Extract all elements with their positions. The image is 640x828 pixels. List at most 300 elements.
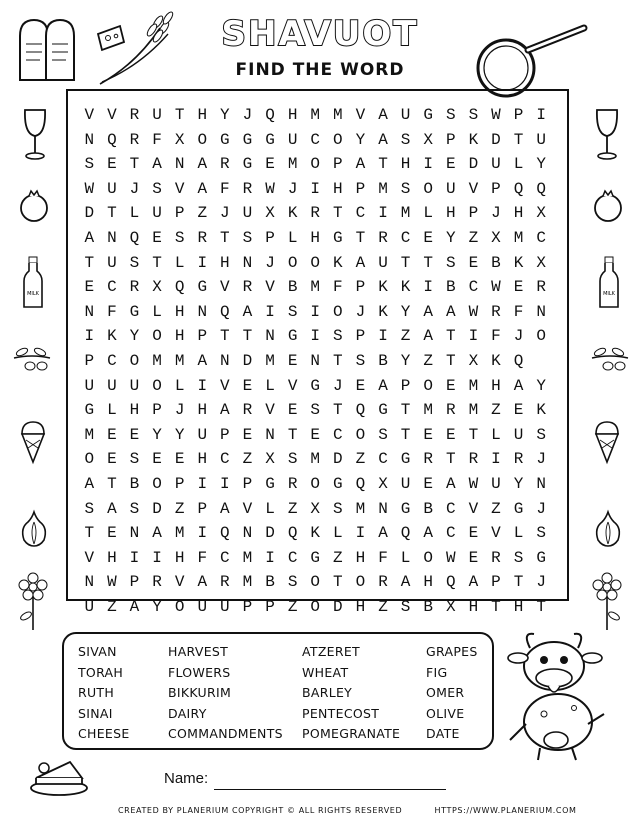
grid-letter[interactable]: G xyxy=(333,228,343,247)
grid-letter[interactable]: W xyxy=(491,278,501,297)
grid-letter[interactable]: A xyxy=(378,524,388,543)
grid-letter[interactable]: E xyxy=(84,278,95,297)
grid-letter[interactable]: T xyxy=(107,474,117,493)
grid-letter[interactable]: R xyxy=(242,179,253,198)
grid-letter[interactable]: L xyxy=(400,548,411,567)
grid-letter[interactable]: V xyxy=(355,106,366,124)
grid-letter[interactable]: L xyxy=(333,524,343,543)
grid-letter[interactable]: X xyxy=(265,450,275,469)
grid-letter[interactable]: E xyxy=(423,474,433,493)
grid-letter[interactable]: C xyxy=(107,351,117,370)
grid-letter[interactable]: X xyxy=(265,204,275,223)
grid-letter[interactable]: K xyxy=(107,327,117,346)
grid-letter[interactable]: R xyxy=(287,474,298,493)
grid-letter[interactable]: I xyxy=(197,524,208,543)
grid-letter[interactable]: Q xyxy=(513,351,524,370)
grid-letter[interactable]: I xyxy=(197,376,208,395)
grid-letter[interactable]: I xyxy=(468,327,479,346)
grid-letter[interactable]: P xyxy=(491,179,501,198)
grid-letter[interactable]: Z xyxy=(400,327,411,346)
grid-letter[interactable]: T xyxy=(423,253,433,272)
grid-letter[interactable]: B xyxy=(287,278,298,297)
grid-letter[interactable]: P xyxy=(197,327,208,346)
grid-letter[interactable]: S xyxy=(536,524,546,543)
grid-letter[interactable]: H xyxy=(197,401,208,420)
grid-letter[interactable]: J xyxy=(265,253,275,272)
grid-letter[interactable]: A xyxy=(107,499,117,518)
grid-letter[interactable]: U xyxy=(400,474,411,493)
grid-letter[interactable]: G xyxy=(310,548,321,567)
grid-letter[interactable]: T xyxy=(378,155,388,174)
grid-letter[interactable]: H xyxy=(107,548,117,567)
grid-letter[interactable]: A xyxy=(152,155,162,174)
grid-letter[interactable]: B xyxy=(423,499,433,518)
grid-letter[interactable]: U xyxy=(400,106,411,124)
grid-letter[interactable]: M xyxy=(152,351,162,370)
grid-letter[interactable]: F xyxy=(513,302,524,321)
grid-letter[interactable]: J xyxy=(242,106,253,124)
grid-letter[interactable]: R xyxy=(129,278,140,297)
grid-letter[interactable]: S xyxy=(129,253,140,272)
grid-letter[interactable]: P xyxy=(197,499,208,518)
grid-letter[interactable]: A xyxy=(423,302,433,321)
grid-letter[interactable]: S xyxy=(242,228,253,247)
grid-letter[interactable]: U xyxy=(242,204,253,223)
grid-letter[interactable]: E xyxy=(287,401,298,420)
grid-letter[interactable]: T xyxy=(333,351,343,370)
grid-letter[interactable]: C xyxy=(445,499,456,518)
grid-letter[interactable]: H xyxy=(197,106,208,124)
grid-letter[interactable]: S xyxy=(310,401,321,420)
grid-letter[interactable]: Z xyxy=(333,548,343,567)
name-field[interactable] xyxy=(214,789,446,790)
grid-letter[interactable]: M xyxy=(174,524,185,543)
grid-letter[interactable]: T xyxy=(84,524,95,543)
grid-letter[interactable]: H xyxy=(513,597,524,616)
grid-letter[interactable]: S xyxy=(468,106,479,124)
grid-letter[interactable]: P xyxy=(355,327,366,346)
grid-letter[interactable]: Z xyxy=(491,401,501,420)
grid-letter[interactable]: S xyxy=(152,179,162,198)
grid-letter[interactable]: Q xyxy=(355,474,366,493)
grid-letter[interactable]: C xyxy=(220,450,230,469)
grid-letter[interactable]: O xyxy=(152,376,162,395)
grid-letter[interactable]: V xyxy=(491,524,501,543)
grid-letter[interactable]: M xyxy=(423,401,433,420)
grid-letter[interactable]: H xyxy=(310,228,321,247)
grid-letter[interactable]: B xyxy=(265,573,275,592)
grid-letter[interactable]: M xyxy=(468,401,479,420)
grid-letter[interactable]: U xyxy=(513,425,524,444)
grid-letter[interactable]: U xyxy=(152,204,162,223)
grid-letter[interactable]: X xyxy=(310,499,321,518)
grid-letter[interactable]: E xyxy=(445,376,456,395)
grid-letter[interactable]: T xyxy=(174,106,185,124)
grid-letter[interactable]: Q xyxy=(536,179,546,198)
grid-letter[interactable]: U xyxy=(445,179,456,198)
grid-letter[interactable]: N xyxy=(242,524,253,543)
grid-letter[interactable]: R xyxy=(310,204,321,223)
grid-letter[interactable]: T xyxy=(536,597,546,616)
grid-letter[interactable]: U xyxy=(220,597,230,616)
grid-letter[interactable]: A xyxy=(242,302,253,321)
grid-letter[interactable]: A xyxy=(197,179,208,198)
grid-letter[interactable]: H xyxy=(220,253,230,272)
grid-letter[interactable]: O xyxy=(310,597,321,616)
grid-letter[interactable]: G xyxy=(513,499,524,518)
grid-letter[interactable]: T xyxy=(491,597,501,616)
grid-letter[interactable]: K xyxy=(536,401,546,420)
grid-letter[interactable]: P xyxy=(513,106,524,124)
grid-letter[interactable]: T xyxy=(107,204,117,223)
grid-letter[interactable]: Q xyxy=(513,179,524,198)
grid-letter[interactable]: L xyxy=(265,499,275,518)
grid-letter[interactable]: D xyxy=(152,499,162,518)
grid-letter[interactable]: R xyxy=(152,573,162,592)
grid-letter[interactable]: H xyxy=(491,376,501,395)
grid-letter[interactable]: E xyxy=(445,425,456,444)
grid-letter[interactable]: V xyxy=(468,499,479,518)
grid-letter[interactable]: T xyxy=(445,327,456,346)
grid-letter[interactable]: P xyxy=(445,130,456,149)
grid-letter[interactable]: N xyxy=(265,425,275,444)
grid-letter[interactable]: S xyxy=(333,327,343,346)
grid-letter[interactable]: Z xyxy=(355,450,366,469)
grid-letter[interactable]: Y xyxy=(220,106,230,124)
grid-letter[interactable]: O xyxy=(84,450,95,469)
grid-letter[interactable]: R xyxy=(423,450,433,469)
grid-letter[interactable]: X xyxy=(423,130,433,149)
grid-letter[interactable]: S xyxy=(355,351,366,370)
grid-letter[interactable]: N xyxy=(84,573,95,592)
grid-letter[interactable]: K xyxy=(400,278,411,297)
grid-letter[interactable]: E xyxy=(242,376,253,395)
grid-letter[interactable]: K xyxy=(287,204,298,223)
grid-letter[interactable]: R xyxy=(197,228,208,247)
grid-letter[interactable]: K xyxy=(378,278,388,297)
grid-letter[interactable]: S xyxy=(333,499,343,518)
grid-letter[interactable]: Y xyxy=(445,228,456,247)
grid-letter[interactable]: L xyxy=(174,376,185,395)
grid-letter[interactable]: R xyxy=(220,155,230,174)
grid-letter[interactable]: E xyxy=(129,425,140,444)
grid-letter[interactable]: I xyxy=(197,474,208,493)
grid-letter[interactable]: C xyxy=(400,228,411,247)
grid-letter[interactable]: T xyxy=(129,155,140,174)
grid-letter[interactable]: P xyxy=(333,155,343,174)
grid-letter[interactable]: P xyxy=(400,376,411,395)
grid-letter[interactable]: C xyxy=(333,425,343,444)
grid-letter[interactable]: O xyxy=(333,130,343,149)
grid-letter[interactable]: Y xyxy=(152,597,162,616)
grid-letter[interactable]: I xyxy=(491,450,501,469)
grid-letter[interactable]: P xyxy=(129,573,140,592)
grid-letter[interactable]: U xyxy=(107,179,117,198)
grid-letter[interactable]: A xyxy=(378,376,388,395)
grid-letter[interactable]: S xyxy=(536,425,546,444)
grid-letter[interactable]: O xyxy=(152,474,162,493)
grid-letter[interactable]: O xyxy=(129,351,140,370)
grid-letter[interactable]: T xyxy=(355,228,366,247)
grid-letter[interactable]: Q xyxy=(220,302,230,321)
grid-letter[interactable]: Z xyxy=(423,351,433,370)
grid-letter[interactable]: Z xyxy=(242,450,253,469)
grid-letter[interactable]: H xyxy=(468,597,479,616)
grid-letter[interactable]: F xyxy=(378,548,388,567)
grid-letter[interactable]: R xyxy=(491,302,501,321)
grid-letter[interactable]: I xyxy=(265,548,275,567)
grid-letter[interactable]: E xyxy=(310,425,321,444)
grid-letter[interactable]: K xyxy=(468,130,479,149)
grid-letter[interactable]: E xyxy=(468,253,479,272)
grid-letter[interactable]: M xyxy=(84,425,95,444)
grid-letter[interactable]: R xyxy=(468,450,479,469)
grid-letter[interactable]: Z xyxy=(468,228,479,247)
grid-letter[interactable]: B xyxy=(423,597,433,616)
grid-letter[interactable]: O xyxy=(310,474,321,493)
grid-letter[interactable]: I xyxy=(423,155,433,174)
grid-letter[interactable]: P xyxy=(265,597,275,616)
grid-letter[interactable]: H xyxy=(513,204,524,223)
grid-letter[interactable]: P xyxy=(265,228,275,247)
grid-letter[interactable]: H xyxy=(287,106,298,124)
grid-letter[interactable]: G xyxy=(378,401,388,420)
grid-letter[interactable]: T xyxy=(333,204,343,223)
grid-letter[interactable]: N xyxy=(242,253,253,272)
grid-letter[interactable]: U xyxy=(491,474,501,493)
grid-letter[interactable]: E xyxy=(468,548,479,567)
grid-letter[interactable]: X xyxy=(468,351,479,370)
grid-letter[interactable]: O xyxy=(536,327,546,346)
grid-letter[interactable]: A xyxy=(445,474,456,493)
grid-letter[interactable]: V xyxy=(84,106,95,124)
grid-letter[interactable]: N xyxy=(310,351,321,370)
grid-letter[interactable]: P xyxy=(468,204,479,223)
grid-letter[interactable]: M xyxy=(310,450,321,469)
grid-letter[interactable]: J xyxy=(220,204,230,223)
grid-letter[interactable]: G xyxy=(423,106,433,124)
grid-letter[interactable]: S xyxy=(445,106,456,124)
grid-letter[interactable]: W xyxy=(107,573,117,592)
grid-letter[interactable]: K xyxy=(333,253,343,272)
grid-letter[interactable]: D xyxy=(468,155,479,174)
grid-letter[interactable]: R xyxy=(445,401,456,420)
grid-letter[interactable]: I xyxy=(197,253,208,272)
grid-letter[interactable]: E xyxy=(513,278,524,297)
grid-letter[interactable]: H xyxy=(174,302,185,321)
grid-letter[interactable]: O xyxy=(423,376,433,395)
grid-letter[interactable]: P xyxy=(242,597,253,616)
grid-letter[interactable]: Q xyxy=(287,524,298,543)
grid-letter[interactable]: C xyxy=(220,548,230,567)
grid-letter[interactable]: U xyxy=(378,253,388,272)
grid-letter[interactable]: A xyxy=(513,376,524,395)
grid-letter[interactable]: P xyxy=(152,401,162,420)
grid-letter[interactable]: V xyxy=(265,278,275,297)
grid-letter[interactable]: H xyxy=(174,548,185,567)
grid-letter[interactable]: T xyxy=(84,253,95,272)
grid-letter[interactable]: B xyxy=(378,351,388,370)
grid-letter[interactable]: A xyxy=(378,130,388,149)
grid-letter[interactable]: G xyxy=(265,474,275,493)
grid-letter[interactable]: T xyxy=(220,327,230,346)
grid-letter[interactable]: H xyxy=(423,573,433,592)
grid-letter[interactable]: L xyxy=(265,376,275,395)
grid-letter[interactable]: U xyxy=(84,376,95,395)
grid-letter[interactable]: V xyxy=(174,573,185,592)
grid-letter[interactable]: W xyxy=(265,179,275,198)
grid-letter[interactable]: V xyxy=(468,179,479,198)
grid-letter[interactable]: E xyxy=(152,228,162,247)
grid-letter[interactable]: A xyxy=(197,351,208,370)
grid-letter[interactable]: I xyxy=(355,524,366,543)
grid-letter[interactable]: K xyxy=(513,253,524,272)
grid-letter[interactable]: T xyxy=(400,401,411,420)
grid-letter[interactable]: V xyxy=(265,401,275,420)
grid-letter[interactable]: H xyxy=(355,548,366,567)
grid-letter[interactable]: Q xyxy=(355,401,366,420)
grid-letter[interactable]: T xyxy=(220,228,230,247)
grid-letter[interactable]: A xyxy=(355,253,366,272)
grid-letter[interactable]: R xyxy=(378,228,388,247)
grid-letter[interactable]: U xyxy=(107,376,117,395)
grid-letter[interactable]: P xyxy=(174,204,185,223)
grid-letter[interactable]: A xyxy=(468,573,479,592)
grid-letter[interactable]: O xyxy=(355,425,366,444)
grid-letter[interactable]: X xyxy=(378,474,388,493)
grid-letter[interactable]: U xyxy=(129,376,140,395)
grid-letter[interactable]: Q xyxy=(445,573,456,592)
grid-letter[interactable]: V xyxy=(220,376,230,395)
grid-letter[interactable]: U xyxy=(197,425,208,444)
grid-letter[interactable]: S xyxy=(129,450,140,469)
grid-letter[interactable]: I xyxy=(423,278,433,297)
grid-letter[interactable]: S xyxy=(84,499,95,518)
grid-letter[interactable]: P xyxy=(174,474,185,493)
grid-letter[interactable]: O xyxy=(174,597,185,616)
grid-letter[interactable]: E xyxy=(152,450,162,469)
grid-letter[interactable]: E xyxy=(107,524,117,543)
grid-letter[interactable]: K xyxy=(310,524,321,543)
grid-letter[interactable]: V xyxy=(287,376,298,395)
grid-letter[interactable]: J xyxy=(287,179,298,198)
grid-letter[interactable]: E xyxy=(287,351,298,370)
grid-letter[interactable]: O xyxy=(310,253,321,272)
grid-letter[interactable]: I xyxy=(84,327,95,346)
grid-letter[interactable]: R xyxy=(536,278,546,297)
grid-letter[interactable]: A xyxy=(423,524,433,543)
grid-letter[interactable]: P xyxy=(355,278,366,297)
grid-letter[interactable]: L xyxy=(129,204,140,223)
grid-letter[interactable]: T xyxy=(513,573,524,592)
grid-letter[interactable]: F xyxy=(220,179,230,198)
grid-letter[interactable]: W xyxy=(468,302,479,321)
grid-letter[interactable]: A xyxy=(378,106,388,124)
grid-letter[interactable]: B xyxy=(445,278,456,297)
grid-letter[interactable]: H xyxy=(445,204,456,223)
grid-letter[interactable]: E xyxy=(265,155,275,174)
grid-letter[interactable]: V xyxy=(242,499,253,518)
grid-letter[interactable]: S xyxy=(513,548,524,567)
grid-letter[interactable]: A xyxy=(220,499,230,518)
grid-letter[interactable]: S xyxy=(174,228,185,247)
grid-letter[interactable]: O xyxy=(197,130,208,149)
grid-letter[interactable]: S xyxy=(129,499,140,518)
grid-letter[interactable]: Z xyxy=(197,204,208,223)
grid-letter[interactable]: A xyxy=(220,401,230,420)
grid-letter[interactable]: S xyxy=(400,179,411,198)
grid-letter[interactable]: J xyxy=(536,573,546,592)
grid-letter[interactable]: J xyxy=(333,376,343,395)
grid-letter[interactable]: R xyxy=(129,106,140,124)
grid-letter[interactable]: L xyxy=(107,401,117,420)
grid-letter[interactable]: T xyxy=(468,425,479,444)
grid-letter[interactable]: M xyxy=(468,376,479,395)
grid-letter[interactable]: W xyxy=(84,179,95,198)
grid-letter[interactable]: U xyxy=(287,130,298,149)
grid-letter[interactable]: S xyxy=(287,450,298,469)
grid-letter[interactable]: F xyxy=(333,278,343,297)
grid-letter[interactable]: T xyxy=(445,351,456,370)
grid-letter[interactable]: M xyxy=(174,351,185,370)
grid-letter[interactable]: J xyxy=(513,327,524,346)
grid-letter[interactable]: T xyxy=(400,253,411,272)
grid-letter[interactable]: A xyxy=(400,573,411,592)
grid-letter[interactable]: O xyxy=(423,548,433,567)
grid-letter[interactable]: D xyxy=(242,351,253,370)
grid-letter[interactable]: Z xyxy=(174,499,185,518)
grid-letter[interactable]: Y xyxy=(400,302,411,321)
grid-letter[interactable]: E xyxy=(423,228,433,247)
grid-letter[interactable]: N xyxy=(84,130,95,149)
grid-letter[interactable]: A xyxy=(152,524,162,543)
grid-letter[interactable]: G xyxy=(287,327,298,346)
grid-letter[interactable]: E xyxy=(242,425,253,444)
grid-letter[interactable]: O xyxy=(310,155,321,174)
grid-letter[interactable]: X xyxy=(491,228,501,247)
grid-letter[interactable]: R xyxy=(129,130,140,149)
grid-letter[interactable]: O xyxy=(287,253,298,272)
grid-letter[interactable]: T xyxy=(445,450,456,469)
grid-letter[interactable]: D xyxy=(84,204,95,223)
grid-letter[interactable]: X xyxy=(536,204,546,223)
grid-letter[interactable]: N xyxy=(174,155,185,174)
grid-letter[interactable]: Q xyxy=(107,130,117,149)
grid-letter[interactable]: U xyxy=(536,130,546,149)
grid-letter[interactable]: Z xyxy=(287,499,298,518)
grid-letter[interactable]: X xyxy=(445,597,456,616)
grid-letter[interactable]: T xyxy=(242,327,253,346)
grid-letter[interactable]: G xyxy=(536,548,546,567)
grid-letter[interactable]: L xyxy=(152,302,162,321)
grid-letter[interactable]: G xyxy=(400,450,411,469)
grid-letter[interactable]: W xyxy=(491,106,501,124)
grid-letter[interactable]: I xyxy=(265,302,275,321)
grid-letter[interactable]: M xyxy=(400,204,411,223)
grid-letter[interactable]: A xyxy=(84,228,95,247)
grid-letter[interactable]: I xyxy=(378,204,388,223)
grid-letter[interactable]: U xyxy=(84,597,95,616)
grid-letter[interactable]: X xyxy=(152,278,162,297)
grid-letter[interactable]: H xyxy=(174,327,185,346)
grid-letter[interactable]: R xyxy=(220,573,230,592)
grid-letter[interactable]: A xyxy=(197,155,208,174)
grid-letter[interactable]: U xyxy=(491,155,501,174)
grid-letter[interactable]: R xyxy=(242,401,253,420)
grid-letter[interactable]: A xyxy=(197,573,208,592)
grid-letter[interactable]: V xyxy=(84,548,95,567)
grid-letter[interactable]: Q xyxy=(129,228,140,247)
